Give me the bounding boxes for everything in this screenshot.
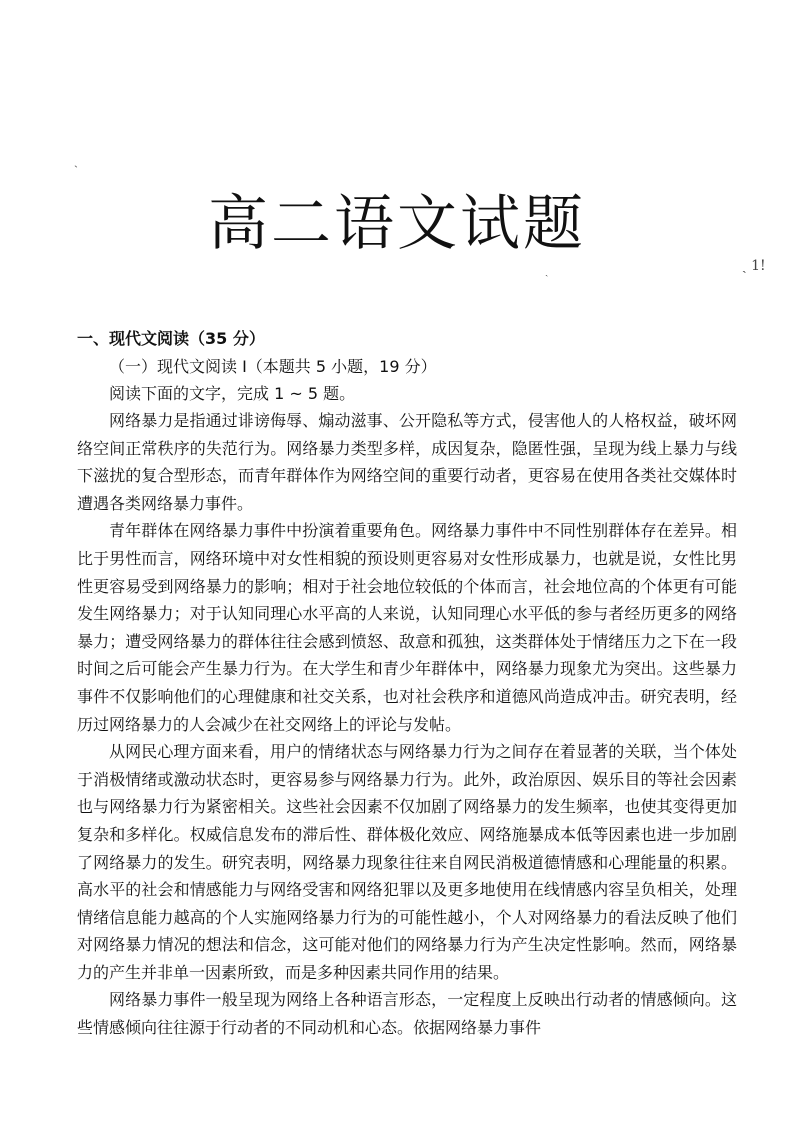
reading-instruction: 阅读下面的文字，完成 1 ~ 5 题。 — [109, 384, 356, 403]
scan-speck-mark: ˎ — [74, 154, 78, 168]
paragraph-1: 网络暴力是指通过诽谤侮辱、煽动滋事、公开隐私等方式，侵害他人的人格权益，破坏网络空间正常秩序的失范行为。网络暴力类型多样，成因复杂，隐匿性强，呈现为线上暴力与线下滋扰的复合型形态，而青年群体作为网络空间的重要行动者，更容易在使用各类社交媒体时遭遇各类网络暴力事件。 — [77, 411, 737, 513]
page-title: 高二语文试题 — [208, 189, 586, 259]
subsection-heading: （一）现代文阅读 I（本题共 5 小题，19 分） — [109, 357, 437, 376]
paragraph-2: 青年群体在网络暴力事件中扮演着重要角色。网络暴力事件中不同性别群体存在差异。相比于男性而言，网络环境中对女性相貌的预设则更容易对女性形成暴力，也就是说，女性比男性更容易受到网络暴力的影响；相对于社会地位较低的个体而言，社会地位高的个体更有可能发生网络暴力；对于认知同理心水平高的人来说，认知同理心水平低的参与者经历更多的网络暴力；遭受网络暴力的群体往往会感到愤怒、敌意和孤独，这类群体处于情绪压力之下在一段时间之后可能会产生暴力行为。在大学生和青少年群体中，网络暴力现象尤为突出。这些暴力事件不仅影响他们的心理健康和社交关系，也对社会秩序和道德风尚造成冲击。研究表明，经历过网络暴力的人会减少在社交网络上的评论与发帖。 — [77, 521, 737, 734]
paragraph-3: 从网民心理方面来看，用户的情绪状态与网络暴力行为之间存在着显著的关联，当个体处于消极情绪或激动状态时，更容易参与网络暴力行为。此外，政治原因、娱乐目的等社会因素也与网络暴力行为紧密相关。这些社会因素不仅加剧了网络暴力的发生频率，也使其变得更加复杂和多样化。权威信息发布的滞后性、群体极化效应、网络施暴成本低等因素也进一步加剧了网络暴力的发生。研究表明，网络暴力现象往往来自网民消极道德情感和心理能量的积累。高水平的社会和情感能力与网络受害和网络犯罪以及更多地使用在线情感内容呈负相关，处理情绪信息能力越高的个人实施网络暴力行为的可能性越小，个人对网络暴力的看法反映了他们对网络暴力情况的想法和信念，这可能对他们的网络暴力行为产生决定性影响。然而，网络暴力的产生并非单一因素所致，而是多种因素共同作用的结果。 — [77, 742, 737, 982]
scan-speck-mark: ˎ 1! — [742, 258, 766, 274]
section-heading: 一、现代文阅读（35 分） — [77, 329, 265, 348]
exam-content — [77, 325, 737, 1042]
scan-speck-mark: ˎ — [545, 266, 549, 277]
paragraph-4: 网络暴力事件一般呈现为网络上各种语言形态，一定程度上反映出行动者的情感倾向。这些情感倾向往往源于行动者的不同动机和心态。依据网络暴力事件 — [77, 990, 737, 1038]
